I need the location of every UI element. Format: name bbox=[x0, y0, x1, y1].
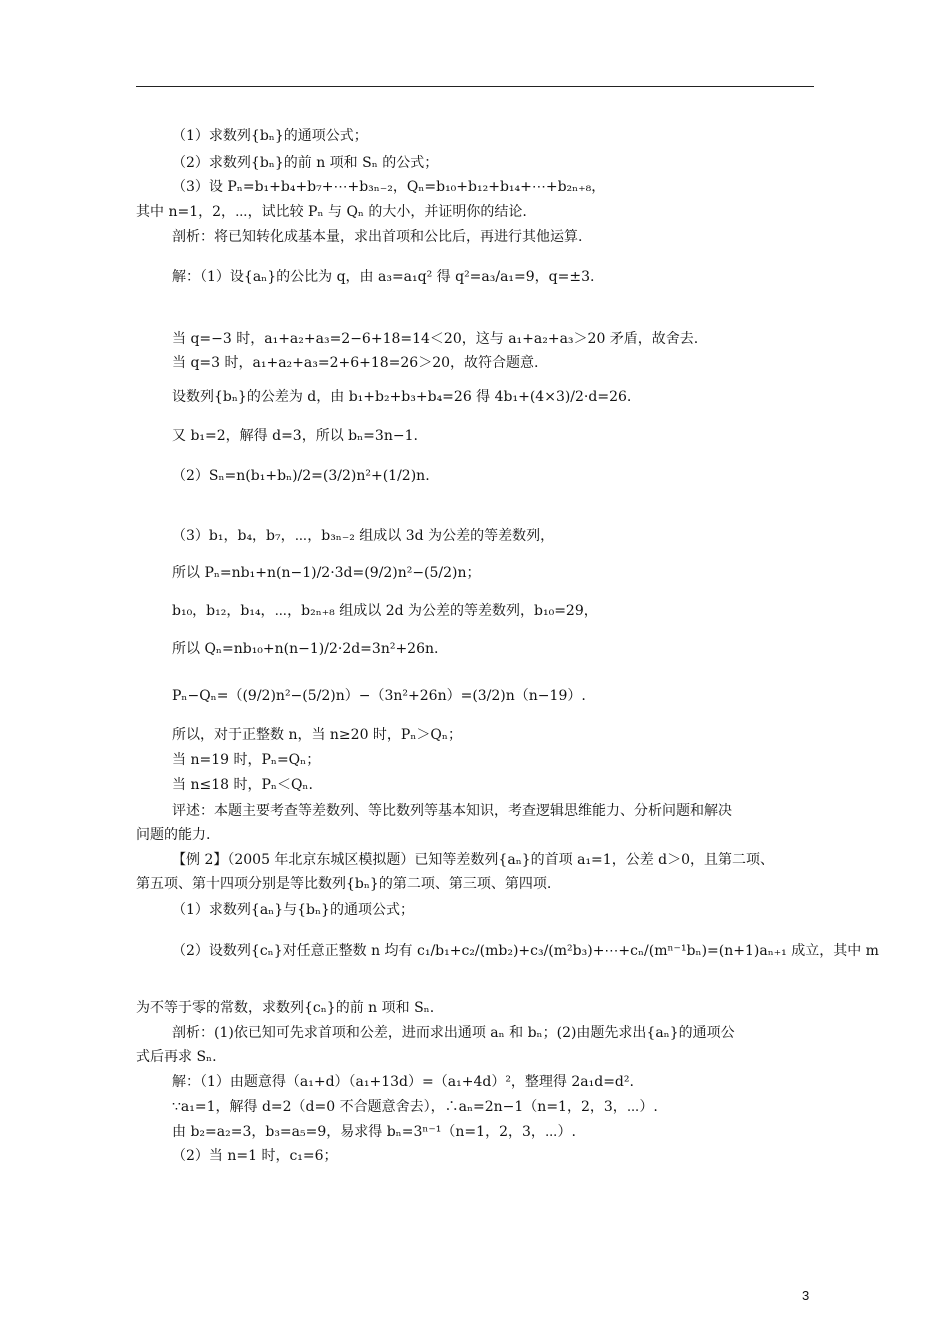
text-line: 评述：本题主要考查等差数列、等比数列等基本知识，考查逻辑思维能力、分析问题和解决 bbox=[172, 803, 732, 819]
text-line: （2）Sₙ=n(b₁+bₙ)/2=(3/2)n²+(1/2)n. bbox=[172, 468, 430, 484]
text-line: Pₙ−Qₙ=（(9/2)n²−(5/2)n）−（3n²+26n）=(3/2)n（n−19）. bbox=[172, 688, 586, 704]
text-line: 解：（1）设{aₙ}的公比为 q，由 a₃=a₁q² 得 q²=a₃/a₁=9，q=±3. bbox=[172, 269, 595, 285]
text-line: 剖析：将已知转化成基本量，求出首项和公比后，再进行其他运算. bbox=[172, 229, 583, 245]
text-line: （1）求数列{aₙ}与{bₙ}的通项公式； bbox=[172, 902, 414, 918]
text-line: 第五项、第十四项分别是等比数列{bₙ}的第二项、第三项、第四项. bbox=[136, 876, 552, 892]
text-line: 所以，对于正整数 n，当 n≥20 时，Pₙ＞Qₙ； bbox=[172, 727, 462, 743]
text-line: 所以 Pₙ=nb₁+n(n−1)/2·3d=(9/2)n²−(5/2)n； bbox=[172, 565, 481, 581]
text-line: b₁₀，b₁₂，b₁₄，⋯，b₂ₙ₊₈ 组成以 2d 为公差的等差数列，b₁₀=29， bbox=[172, 603, 598, 619]
text-line: 当 n=19 时，Pₙ=Qₙ； bbox=[172, 752, 321, 768]
text-line: 其中 n=1，2，⋯，试比较 Pₙ 与 Qₙ 的大小，并证明你的结论. bbox=[136, 204, 527, 220]
text-line: （1）求数列{bₙ}的通项公式； bbox=[172, 128, 368, 144]
page-number: 3 bbox=[802, 1288, 810, 1303]
text-line: 解：（1）由题意得（a₁+d）（a₁+13d）=（a₁+4d）²，整理得 2a₁d=d². bbox=[172, 1074, 634, 1090]
text-line: 式后再求 Sₙ. bbox=[136, 1049, 217, 1065]
text-line: 【例 2】（2005 年北京东城区模拟题）已知等差数列{aₙ}的首项 a₁=1，公差 d＞0，且第二项、 bbox=[172, 852, 775, 868]
text-line: 为不等于零的常数，求数列{cₙ}的前 n 项和 Sₙ. bbox=[136, 1000, 435, 1016]
text-line: ∵a₁=1，解得 d=2（d=0 不合题意舍去），∴aₙ=2n−1（n=1，2，3，⋯）. bbox=[172, 1099, 658, 1115]
text-line: 又 b₁=2，解得 d=3，所以 bₙ=3n−1. bbox=[172, 428, 418, 444]
text-line: 当 q=3 时，a₁+a₂+a₃=2+6+18=26＞20，故符合题意. bbox=[172, 355, 539, 371]
text-line: （2）当 n=1 时，c₁=6； bbox=[172, 1148, 338, 1164]
text-line: 当 n≤18 时，Pₙ＜Qₙ. bbox=[172, 777, 313, 793]
header-rule bbox=[136, 86, 814, 87]
text-line: 当 q=−3 时，a₁+a₂+a₃=2−6+18=14＜20，这与 a₁+a₂+a₃＞20 矛盾，故舍去. bbox=[172, 331, 699, 347]
text-line: 由 b₂=a₂=3，b₃=a₅=9，易求得 bₙ=3ⁿ⁻¹（n=1，2，3，⋯）. bbox=[172, 1124, 576, 1140]
text-line: 问题的能力. bbox=[136, 827, 211, 843]
text-line: （3）b₁，b₄，b₇，⋯，b₃ₙ₋₂ 组成以 3d 为公差的等差数列， bbox=[172, 528, 555, 544]
text-line: 设数列{bₙ}的公差为 d，由 b₁+b₂+b₃+b₄=26 得 4b₁+(4×3)/2·d=26. bbox=[172, 389, 632, 405]
text-line: 剖析：(1)依已知可先求首项和公差，进而求出通项 aₙ 和 bₙ；(2)由题先求出{aₙ}的通项公 bbox=[172, 1025, 735, 1041]
text-line: （2）求数列{bₙ}的前 n 项和 Sₙ 的公式； bbox=[172, 155, 439, 171]
text-line: 所以 Qₙ=nb₁₀+n(n−1)/2·2d=3n²+26n. bbox=[172, 641, 439, 657]
text-line: （3）设 Pₙ=b₁+b₄+b₇+⋯+b₃ₙ₋₂，Qₙ=b₁₀+b₁₂+b₁₄+⋯+b₂ₙ₊₈， bbox=[172, 179, 606, 195]
text-line: （2）设数列{cₙ}对任意正整数 n 均有 c₁/b₁+c₂/(mb₂)+c₃/(m²b₃)+⋯+cₙ/(mⁿ⁻¹bₙ)=(n+1)aₙ₊₁ 成立，其中 m bbox=[172, 943, 879, 959]
